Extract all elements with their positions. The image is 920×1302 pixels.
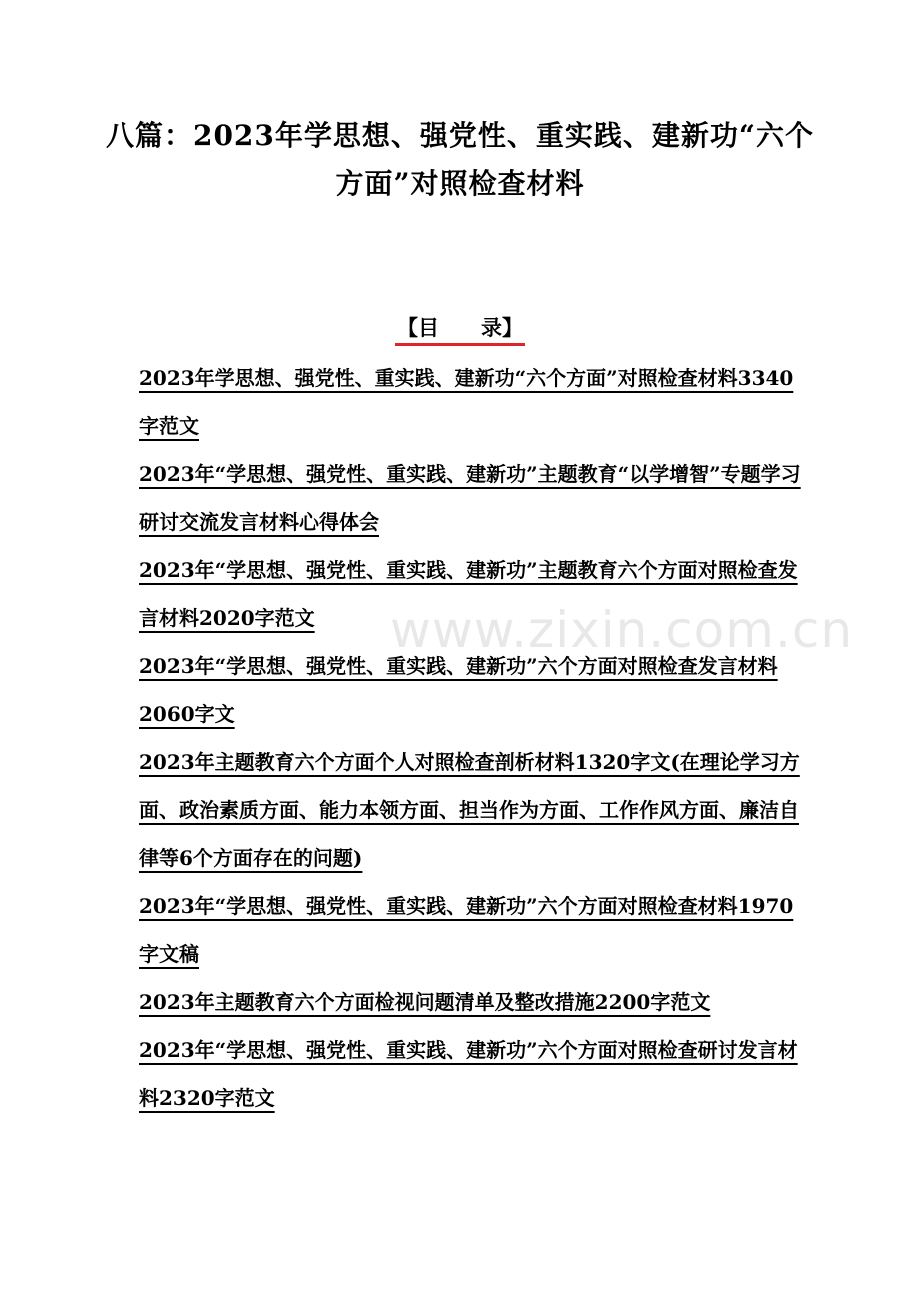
watermark: www.zixin.com.cn [390, 601, 854, 659]
toc-item[interactable] [139, 354, 801, 450]
toc-item[interactable] [139, 1026, 801, 1122]
toc-item[interactable] [139, 450, 801, 546]
toc-item-link[interactable]: 2023年主题教育六个方面检视问题清单及整改措施2200字范文 [139, 990, 711, 1014]
toc-item-link[interactable]: 2023年“学思想、强党性、重实践、建新功”六个方面对照检查材料1970字文稿 [139, 894, 794, 966]
toc-item-link[interactable]: 2023年“学思想、强党性、重实践、建新功”六个方面对照检查研讨发言材料2320字范文 [139, 1038, 798, 1110]
toc-item[interactable] [139, 642, 801, 738]
page-title: 八篇：2023年学思想、强党性、重实践、建新功“六个方面”对照检查材料 [105, 119, 815, 200]
toc-list [139, 354, 801, 1122]
toc-item[interactable] [139, 882, 801, 978]
toc-item[interactable] [139, 978, 801, 1026]
toc-item[interactable] [139, 738, 801, 882]
toc-item-link[interactable]: 2023年“学思想、强党性、重实践、建新功”六个方面对照检查发言材料2060字文 [139, 654, 778, 726]
toc-item-link[interactable]: 2023年“学思想、强党性、重实践、建新功”主题教育“以学增智”专题学习研讨交流发言材料心得体会 [139, 462, 801, 534]
toc-item[interactable] [139, 546, 801, 642]
toc-heading: 【目 录】 [395, 314, 525, 346]
toc-item-link[interactable]: 2023年学思想、强党性、重实践、建新功“六个方面”对照检查材料3340字范文 [139, 366, 794, 438]
toc-heading-block [0, 314, 920, 346]
toc-item-link[interactable]: 2023年主题教育六个方面个人对照检查剖析材料1320字文(在理论学习方面、政治素质方面、能力本领方面、担当作为方面、工作作风方面、廉洁自律等6个方面存在的问题) [139, 750, 800, 870]
toc-item-link[interactable]: 2023年“学思想、强党性、重实践、建新功”主题教育六个方面对照检查发言材料2020字范文 [139, 558, 798, 630]
